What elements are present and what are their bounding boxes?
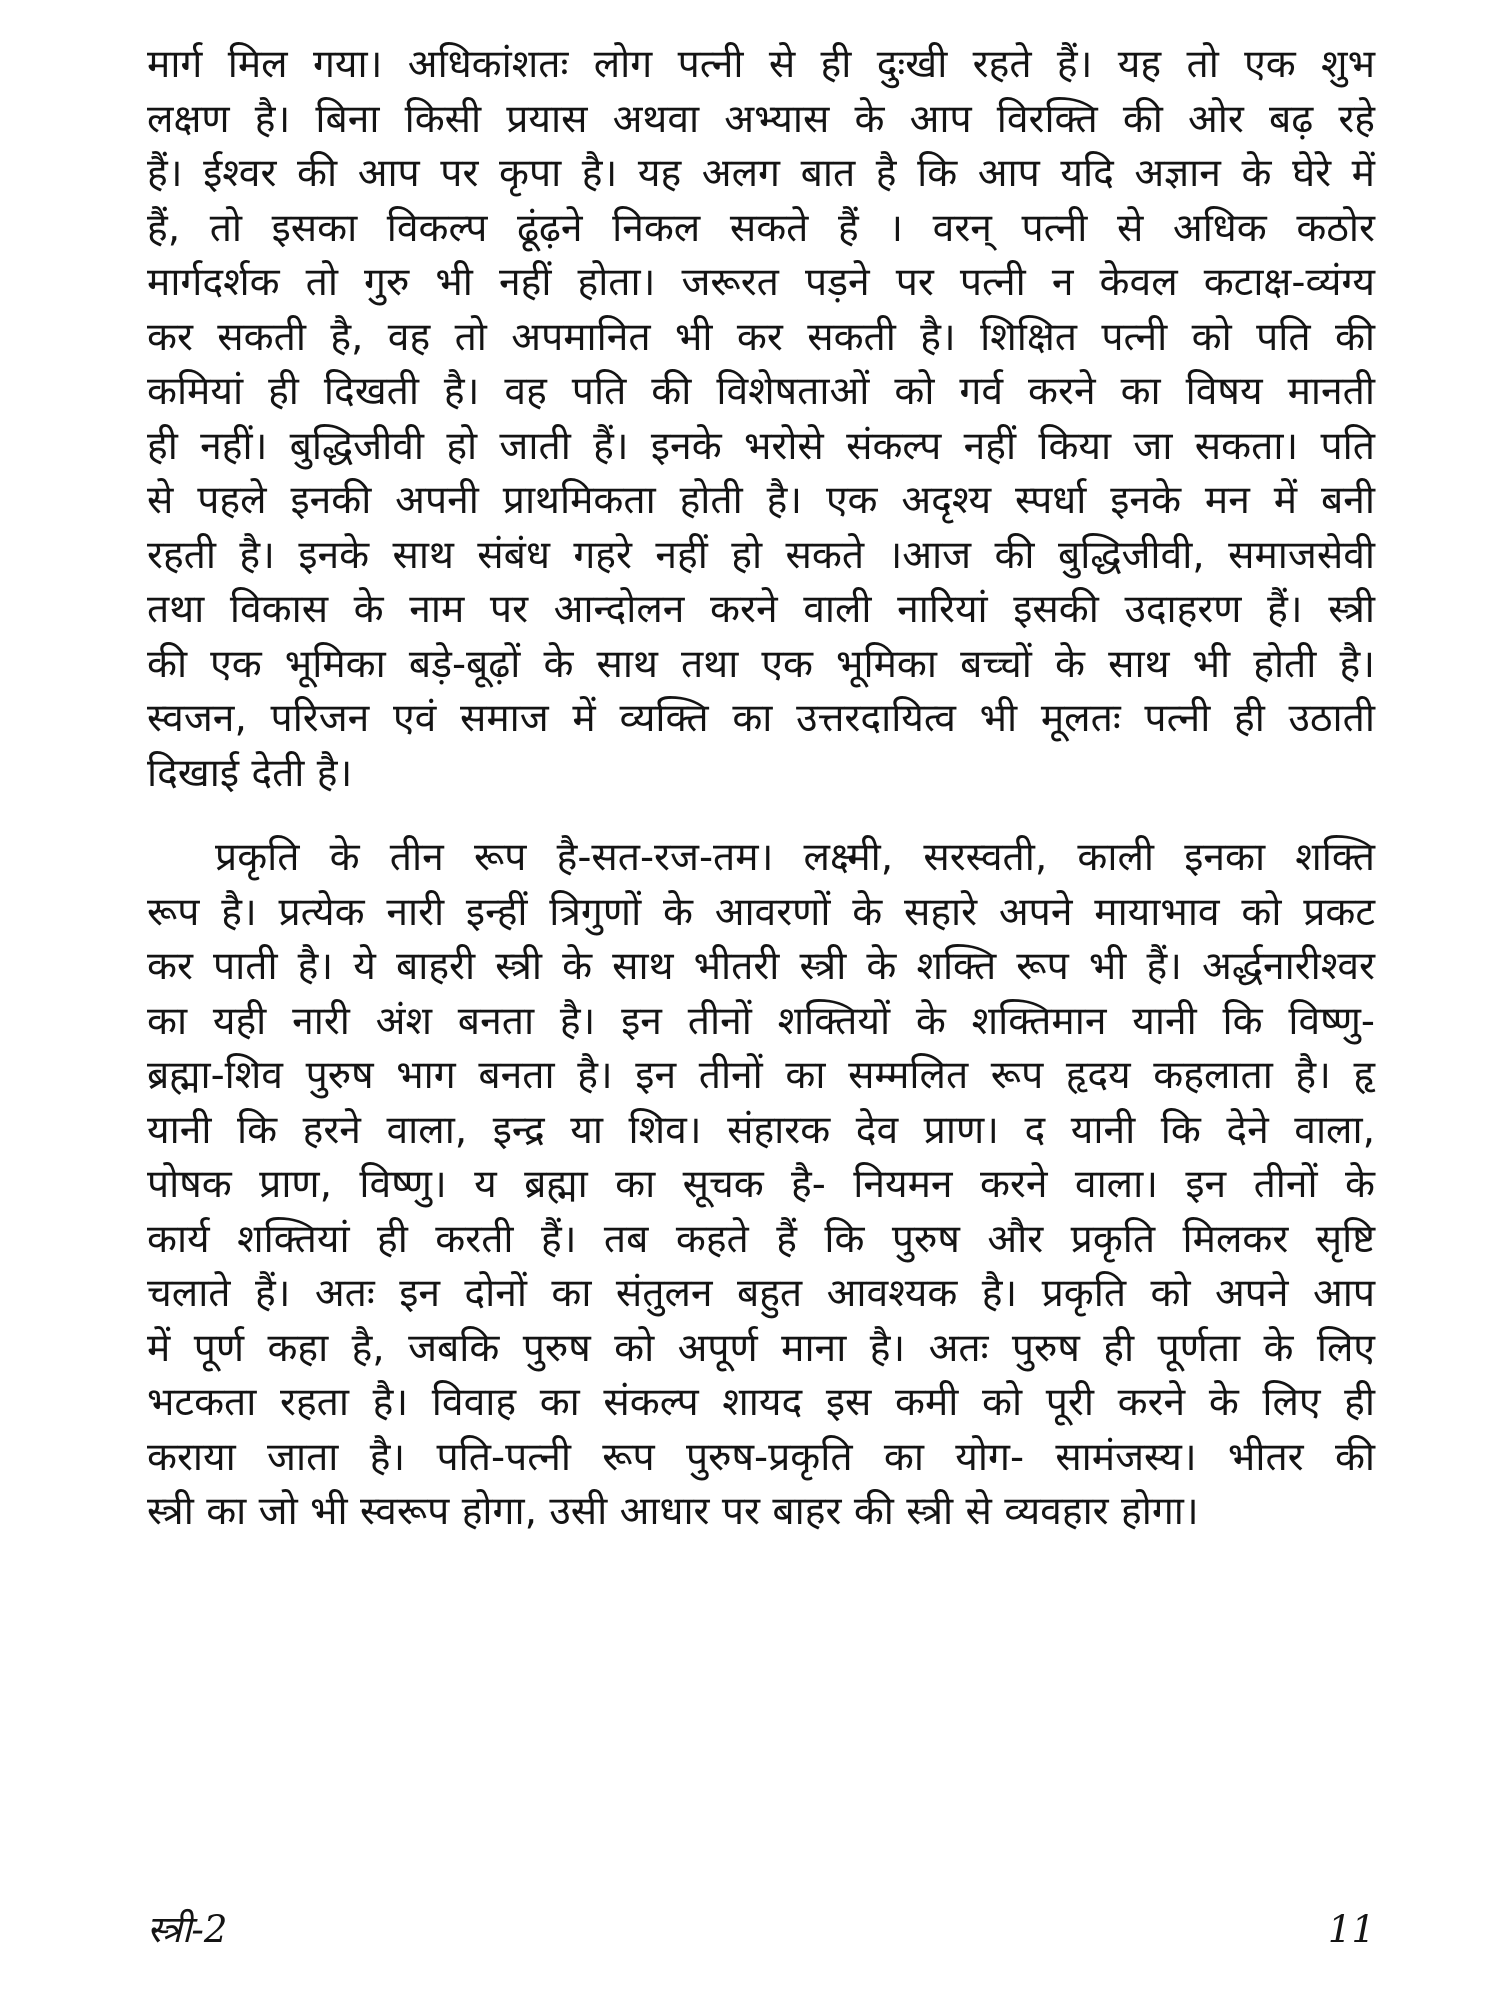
text-line: रूप है। प्रत्येक नारी इन्हीं त्रिगुणों के आवरणों के सहारे अपने मायाभाव को प्रकट — [147, 889, 1375, 935]
text-line: कर सकती है, वह तो अपमानित भी कर सकती है। शिक्षित पत्नी को पति की — [147, 314, 1375, 360]
text-line: रहती है। इनके साथ संबंध गहरे नहीं हो सकते ।आज की बुद्धिजीवी, समाजसेवी — [147, 532, 1375, 578]
text-line: स्वजन, परिजन एवं समाज में व्यक्ति का उत्तरदायित्व भी मूलतः पत्नी ही उठाती — [147, 696, 1375, 741]
text-line: यानी कि हरने वाला, इन्द्र या शिव। संहारक देव प्राण। द यानी कि देने वाला, — [147, 1107, 1375, 1153]
text-line: कर पाती है। ये बाहरी स्त्री के साथ भीतरी स्त्री के शक्ति रूप भी हैं। अर्द्धनारीश्वर — [147, 944, 1375, 989]
page-number: 11 — [1327, 1908, 1375, 1951]
text-line: में पूर्ण कहा है, जबकि पुरुष को अपूर्ण माना है। अतः पुरुष ही पूर्णता के लिए — [147, 1325, 1375, 1371]
text-line: कराया जाता है। पति-पत्नी रूप पुरुष-प्रकृति का योग- सामंजस्य। भीतर की — [147, 1434, 1375, 1480]
text-line: हैं। ईश्वर की आप पर कृपा है। यह अलग बात है कि आप यदि अज्ञान के घेरे में — [147, 151, 1375, 196]
text-line: मार्ग मिल गया। अधिकांशतः लोग पत्नी से ही दुःखी रहते हैं। यह तो एक शुभ — [147, 42, 1375, 87]
page-body — [147, 38, 1375, 1540]
paragraph-1 — [147, 38, 1375, 801]
text-line: चलाते हैं। अतः इन दोनों का संतुलन बहुत आवश्यक है। प्रकृति को अपने आप — [147, 1271, 1375, 1316]
text-line: मार्गदर्शक तो गुरु भी नहीं होता। जरूरत पड़ने पर पत्नी न केवल कटाक्ष-व्यंग्य — [147, 260, 1375, 305]
text-line: प्रकृति के तीन रूप है-सत-रज-तम। लक्ष्मी, सरस्वती, काली इनका शक्ति — [215, 835, 1375, 880]
text-line: हैं, तो इसका विकल्प ढूंढ़ने निकल सकते हैं । वरन् पत्नी से अधिक कठोर — [147, 205, 1375, 251]
text-line: का यही नारी अंश बनता है। इन तीनों शक्तियों के शक्तिमान यानी कि विष्णु- — [147, 998, 1375, 1044]
text-line: स्त्री का जो भी स्वरूप होगा, उसी आधार पर बाहर की स्त्री से व्यवहार होगा। — [147, 1489, 1199, 1534]
text-line: से पहले इनकी अपनी प्राथमिकता होती है। एक अदृश्य स्पर्धा इनके मन में बनी — [147, 478, 1375, 523]
paragraph-2 — [147, 831, 1375, 1540]
text-line: लक्षण है। बिना किसी प्रयास अथवा अभ्यास के आप विरक्ति की ओर बढ़ रहे — [147, 96, 1375, 142]
text-line: तथा विकास के नाम पर आन्दोलन करने वाली नारियां इसकी उदाहरण हैं। स्त्री — [147, 587, 1375, 632]
footer-section-label: स्त्री-2 — [147, 1908, 228, 1951]
text-line: की एक भूमिका बड़े-बूढ़ों के साथ तथा एक भूमिका बच्चों के साथ भी होती है। — [147, 641, 1375, 687]
text-line: कार्य शक्तियां ही करती हैं। तब कहते हैं कि पुरुष और प्रकृति मिलकर सृष्टि — [147, 1216, 1375, 1262]
text-line: पोषक प्राण, विष्णु। य ब्रह्मा का सूचक है- नियमन करने वाला। इन तीनों के — [147, 1162, 1375, 1207]
text-line: ही नहीं। बुद्धिजीवी हो जाती हैं। इनके भरोसे संकल्प नहीं किया जा सकता। पति — [147, 423, 1375, 469]
text-line: ब्रह्मा-शिव पुरुष भाग बनता है। इन तीनों का सम्मलित रूप हृदय कहलाता है। हृ — [147, 1053, 1375, 1098]
text-line: दिखाई देती है। — [147, 750, 353, 796]
paragraph-gap — [147, 801, 1375, 831]
text-line: कमियां ही दिखती है। वह पति की विशेषताओं को गर्व करने का विषय मानती — [147, 369, 1375, 414]
text-line: भटकता रहता है। विवाह का संकल्प शायद इस कमी को पूरी करने के लिए ही — [147, 1380, 1375, 1425]
